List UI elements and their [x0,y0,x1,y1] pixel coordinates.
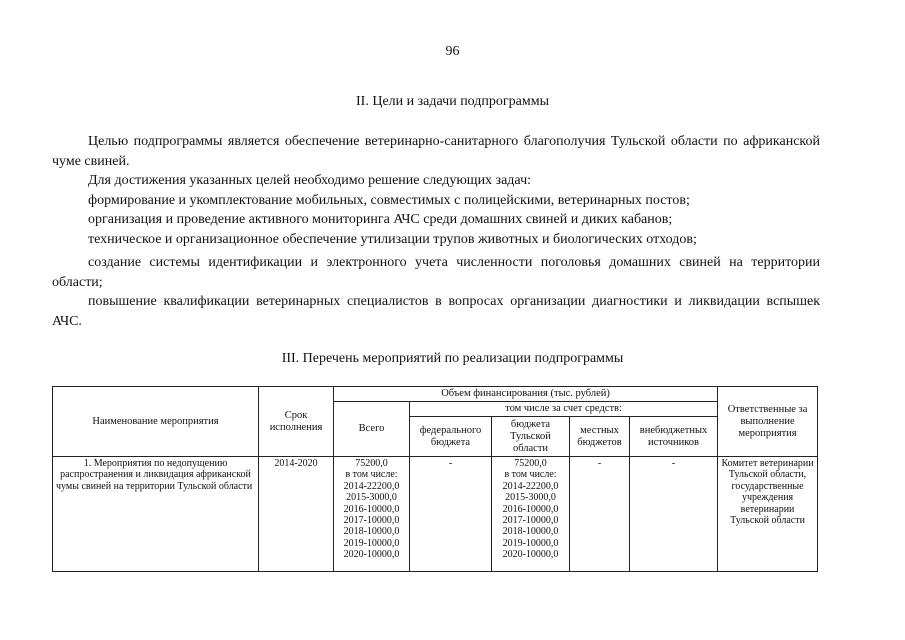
cell-local: - [570,457,630,572]
header-regional: бюджета Тульской области [492,417,570,457]
total-line: 75200,0 [355,458,388,469]
regional-line: 2018-10000,0 [502,526,559,538]
task-item: организация и проведение активного мониторинга АЧС среди домашних свиней и диких кабанов; [88,212,673,227]
total-line: 2019-10000,0 [343,537,400,549]
total-line: 2015-3000,0 [346,492,397,504]
cell-name: 1. Мероприятия по недопущению распространения и ликвидация африканской чумы свиней на территории Тульской области [53,457,259,572]
cell-regional [492,457,570,572]
header-federal: федерального бюджета [410,417,492,457]
total-line: 2016-10000,0 [343,503,400,515]
total-line: 2014-22200,0 [343,480,400,492]
regional-line: 2020-10000,0 [502,549,559,561]
regional-line: 75200,0 [514,458,547,469]
task-item: формирование и укомплектование мобильных, совместимых с полицейскими, ветеринарных постов; [88,193,690,208]
page-number: 96 [445,44,460,59]
header-name: Наименование мероприятия [53,387,259,457]
header-responsible: Ответственные за выполнение мероприятия [718,387,818,457]
header-including: том числе за счет средств: [410,402,718,417]
header-term: Срок исполнения [259,387,334,457]
task-item: создание системы идентификации и электронного учета численности поголовья домашних свиней на территории области; [52,255,820,290]
cell-total [334,457,410,572]
task-item: техническое и организационное обеспечение утилизации трупов животных и биологических отходов; [88,232,697,247]
cell-term: 2014-2020 [259,457,334,572]
header-funding: Объем финансирования (тыс. рублей) [334,387,718,402]
regional-line: 2014-22200,0 [502,480,559,492]
tasks-intro: Для достижения указанных целей необходимо решение следующих задач: [88,173,532,188]
header-local: местных бюджетов [570,417,630,457]
header-extra: внебюджетных источников [630,417,718,457]
task-item: повышение квалификации ветеринарных специалистов в вопросах организации диагностики и ликвидации вспышек АЧС. [52,294,820,329]
cell-responsible: Комитет ветеринарии Тульской области, государственные учреждения ветеринарии Тульской области [718,457,818,572]
section-2-title: II. Цели и задачи подпрограммы [356,94,549,109]
regional-line: 2019-10000,0 [502,537,559,549]
regional-line: 2016-10000,0 [502,503,559,515]
funding-table [52,386,818,572]
regional-line: в том числе: [504,469,557,481]
goal-paragraph: Целью подпрограммы является обеспечение ветеринарно-санитарного благополучия Тульской области по африканской чуме свиней. [52,134,820,169]
section-3-title: III. Перечень мероприятий по реализации подпрограммы [281,351,624,366]
table-row [53,457,818,572]
regional-line: 2017-10000,0 [502,515,559,527]
header-total: Всего [334,402,410,457]
total-line: 2020-10000,0 [343,549,400,561]
total-line: в том числе: [345,469,398,481]
total-line: 2018-10000,0 [343,526,400,538]
cell-extra: - [630,457,718,572]
regional-line: 2015-3000,0 [505,492,556,504]
total-line: 2017-10000,0 [343,515,400,527]
cell-federal: - [410,457,492,572]
